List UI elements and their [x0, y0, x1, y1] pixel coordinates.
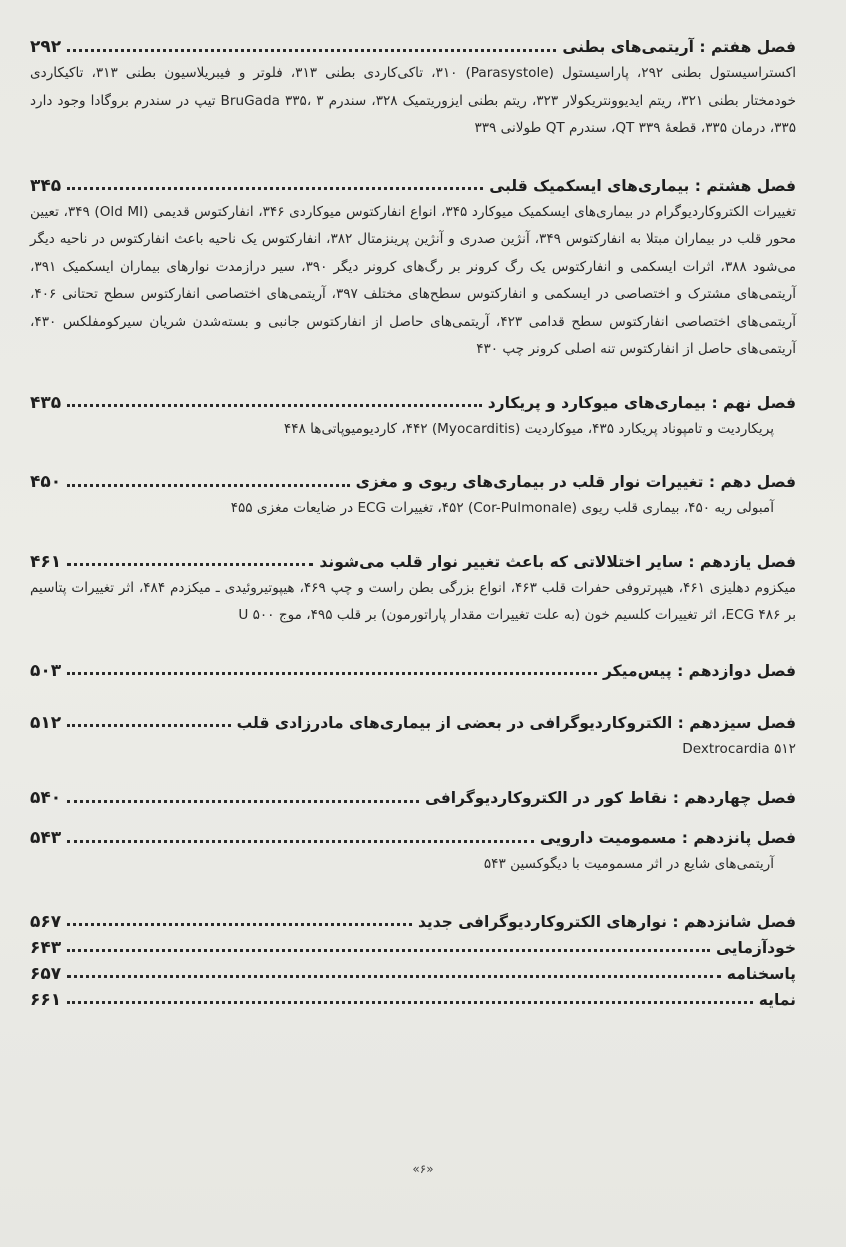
- toc-entry-answer-key[interactable]: [30, 961, 796, 987]
- page-number: ۵۴۳: [30, 828, 62, 848]
- chapter-title: فصل نهم : بیماری‌های میوکارد و پریکارد: [487, 393, 796, 412]
- toc-chapter-7: [30, 34, 796, 143]
- page-folio: «۶»: [412, 1162, 434, 1176]
- toc-entry-heading[interactable]: [30, 825, 796, 851]
- page-number: ۵۶۷: [30, 911, 62, 932]
- toc-entry-heading[interactable]: [30, 658, 796, 684]
- dot-leader: [67, 404, 482, 407]
- page-number: ۴۵۰: [30, 472, 62, 492]
- chapter-title: فصل یازدهم : سایر اختلالاتی که باعث تغییر نوار قلب می‌شوند: [319, 552, 796, 571]
- page-number: ۳۴۵: [30, 175, 62, 196]
- chapter-topics: پریکاردیت و تامپوناد پریکارد ۴۳۵، میوکاردیت (Myocarditis) ۴۴۲، کاردیومیوپاتی‌ها ۴۴۸: [283, 420, 774, 437]
- toc-entry-heading[interactable]: [30, 469, 796, 495]
- page-number: ۵۰۳: [30, 660, 62, 681]
- dot-leader: [67, 187, 483, 190]
- toc-chapter-13: [30, 710, 796, 764]
- chapter-topics: میکزوم دهلیزی ۴۶۱، هیپرتروفی حفرات قلب ۴۶۳، انواع بزرگی بطن راست و چپ ۴۶۹، هیپوتیروئیدی ـ میکزدم ۴۸۴، اثر تغییرات پتاسیم بر ECG ۴۸۶، اثر تغییرات کلسیم خون (به علت تغییرات مقدار پاراتورمون) بر قلب ۴۹۵، موج U ۵۰۰: [30, 579, 796, 623]
- page-number: ۶۶۱: [30, 989, 62, 1010]
- chapter-title: فصل دهم : تغییرات نوار قلب در بیماری‌های ریوی و مغزی: [355, 473, 796, 491]
- dot-leader: [67, 49, 556, 52]
- page-number: ۲۹۲: [30, 37, 62, 57]
- page-number: ۴۶۱: [30, 551, 62, 572]
- toc-entry-heading[interactable]: [30, 390, 796, 416]
- dot-leader: [67, 1001, 753, 1004]
- toc-chapter-15: [30, 825, 796, 879]
- toc-entry-self-test[interactable]: [30, 935, 796, 961]
- dot-leader: [67, 484, 350, 487]
- chapter-title: فصل چهاردهم : نقاط کور در الکتروکاردیوگرافی: [424, 789, 796, 807]
- toc-chapter-11: [30, 549, 796, 630]
- dot-leader: [67, 840, 534, 843]
- toc-entry-heading[interactable]: [30, 710, 796, 736]
- dot-leader: [67, 672, 597, 675]
- dot-leader: [67, 724, 230, 727]
- entry-title: پاسخنامه: [726, 964, 796, 983]
- toc-chapter-9: [30, 390, 796, 444]
- toc-entry-heading[interactable]: [30, 173, 796, 199]
- chapter-title: فصل دوازدهم : پیس‌میکر: [603, 661, 796, 680]
- chapter-title: فصل شانزدهم : نوارهای الکتروکاردیوگرافی جدید: [417, 912, 796, 931]
- chapter-topics: Dextrocardia ۵۱۲: [682, 740, 796, 757]
- chapter-title: فصل سیزدهم : الکتروکاردیوگرافی در بعضی از بیماری‌های مادرزادی قلب: [236, 713, 796, 732]
- toc-back-matter: [30, 909, 796, 1013]
- dot-leader: [67, 975, 721, 978]
- entry-title: نمایه: [758, 990, 796, 1009]
- toc-chapter-12: [30, 658, 796, 684]
- toc-entry-heading[interactable]: [30, 34, 796, 60]
- dot-leader: [67, 800, 419, 803]
- chapter-topics: اکستراسیستول بطنی ۲۹۲، پاراسیستول (Parasystole) ۳۱۰، تاکی‌کاردی بطنی ۳۱۳، فلوتر و فیبریلاسیون بطنی ۳۱۳، تاکیکاردی خودمختار بطنی ۳۲۱، ریتم ایدیوونتریکولار ۳۲۳، ریتم بطنی ایزوریتمیک ۳۲۸، سندرم BruGada ۳۳۵، ۳ تیپ در سندرم بروگادا وجود دارد ۳۳۵، درمان ۳۳۵، قطعهٔ QT ۳۳۹، سندرم QT طولانی ۳۳۹: [30, 65, 796, 136]
- entry-title: خودآزمایی: [716, 938, 796, 957]
- toc-entry-heading[interactable]: [30, 549, 796, 575]
- page-number: ۵۱۲: [30, 712, 62, 733]
- dot-leader: [67, 563, 313, 566]
- toc-chapter-10: [30, 469, 796, 523]
- page-number: ۵۴۰: [30, 788, 62, 808]
- toc-chapter-14: [30, 785, 796, 811]
- dot-leader: [67, 949, 710, 952]
- toc-chapter-8: [30, 173, 796, 364]
- dot-leader: [67, 923, 412, 926]
- page-number: ۶۵۷: [30, 963, 62, 984]
- chapter-title: فصل هشتم : بیماری‌های ایسکمیک قلبی: [489, 176, 796, 195]
- toc-entry-heading[interactable]: [30, 909, 796, 935]
- page-number: ۴۳۵: [30, 392, 62, 413]
- chapter-topics: آریتمی‌های شایع در اثر مسمومیت با دیگوکسین ۵۴۳: [483, 856, 774, 872]
- chapter-topics: آمبولی ریه ۴۵۰، بیماری قلب ریوی (Cor-Pulmonale) ۴۵۲، تغییرات ECG در ضایعات مغزی ۴۵۵: [230, 500, 774, 516]
- chapter-topics: تغییرات الکتروکاردیوگرام در بیماری‌های ایسکمیک میوکارد ۳۴۵، انواع انفارکتوس میوکاردی ۳۴۶، انفارکتوس قدیمی (Old MI) ۳۴۹، تعیین محور قلب در بیماران مبتلا به انفارکتوس ۳۴۹، آنژین صدری و آنژین پرینزمتال ۳۸۲، انفارکتوس یک ناحیه باعث انفارکتوس در ناحیه دیگر می‌شود ۳۸۸، اثرات ایسکمی و انفارکتوس یک رگ کرونر بر رگ‌های کرونر دیگر ۳۹۰، سیر درازمدت نوارهای بیماران ایسکمیک ۳۹۱، آریتمی‌های مشترک و اختصاصی در ایسکمی و انفارکتوس سطح‌های مختلف ۳۹۷، آریتمی‌های اختصاصی انفارکتوس سطح تحتانی ۴۰۶، آریتمی‌های اختصاصی انفارکتوس سطح قدامی ۴۲۳، آریتمی‌های حاصل از انفارکتوس جانبی و بسته‌شدن شریان سیرکومفلکس ۴۳۰، آریتمی‌های حاصل از انفارکتوس تنه اصلی کرونر چپ ۴۳۰: [30, 203, 797, 357]
- chapter-title: فصل پانزدهم : مسمومیت دارویی: [539, 829, 796, 847]
- chapter-title: فصل هفتم : آریتمی‌های بطنی: [562, 38, 796, 56]
- toc-entry-heading[interactable]: [30, 785, 796, 811]
- page-number: ۶۴۳: [30, 937, 62, 958]
- toc-entry-index[interactable]: [30, 987, 796, 1013]
